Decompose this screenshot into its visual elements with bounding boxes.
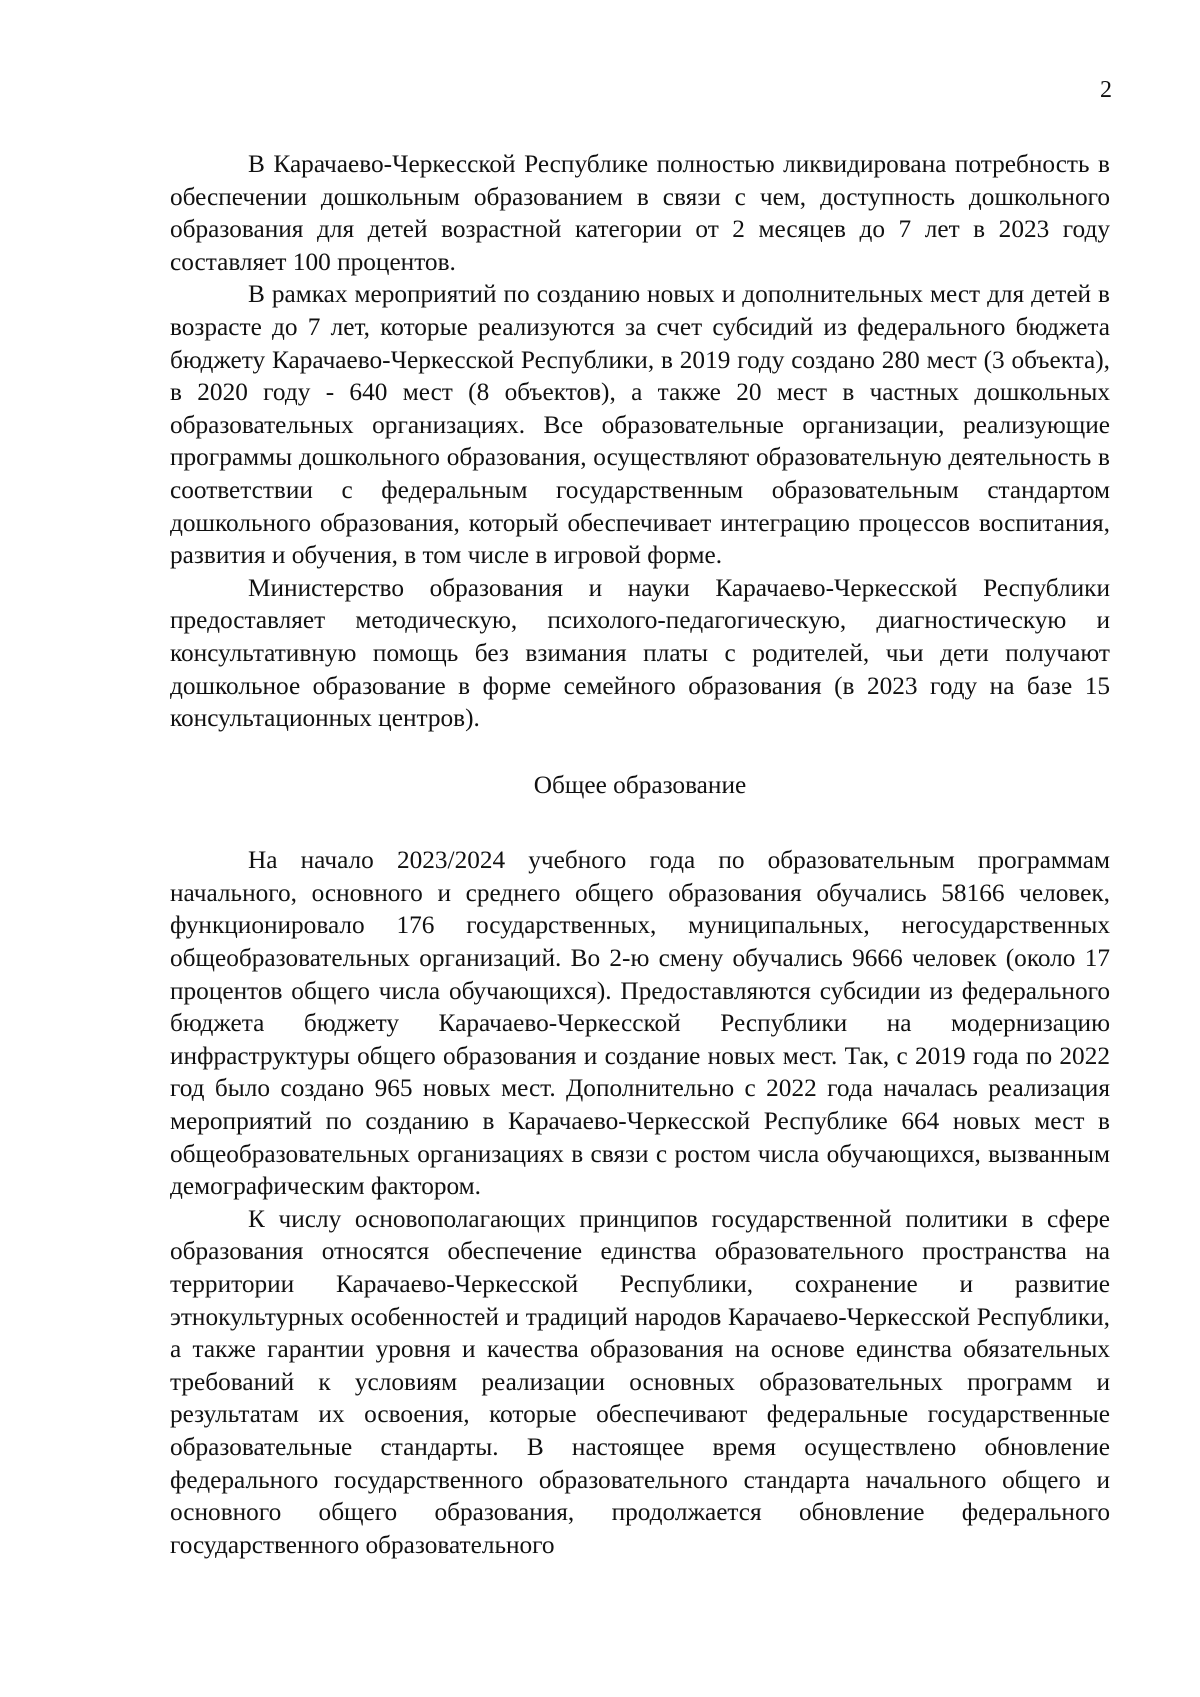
page-number: 2	[1100, 77, 1112, 103]
paragraph-state-policy-principles: К числу основополагающих принципов государственной политики в сфере образования относятся обеспечение единства образовательного пространства на территории Карачаево-Черкесской Республики, сохранение и развитие этнокультурных особенностей и традиций народов Карачаево-Черкесской Республики, а также гарантии уровня и качества образования на основе единства обязательных требований к условиям реализации основных образовательных программ и результатам их освоения, которые обеспечивают федеральные государственные образовательные стандарты. В настоящее время осуществлено обновление федерального государственного образовательного стандарта начального общего и основного общего образования, продолжается обновление федерального государственного образовательного	[170, 1204, 1110, 1559]
paragraph-new-places: В рамках мероприятий по созданию новых и дополнительных мест для детей в возрасте до 7 лет, которые реализуются за счет субсидий из федерального бюджета бюджету Карачаево-Черкесской Республики, в 2019 году создано 280 мест (3 объекта), в 2020 году - 640 мест (8 объектов), а также 20 мест в частных дошкольных образовательных организациях. Все образовательные организации, реализующие программы дошкольного образования, осуществляют образовательную деятельность в соответствии с федеральным государственным образовательным стандартом дошкольного образования, который обеспечивает интеграцию процессов воспитания, развития и обучения, в том числе в игровой форме.	[170, 280, 1110, 570]
paragraph-preschool-availability: В Карачаево-Черкесской Республике полностью ликвидирована потребность в обеспечении дошкольным образованием в связи с чем, доступность дошкольного образования для детей возрастной категории от 2 месяцев до 7 лет в 2023 году составляет 100 процентов.	[170, 150, 1110, 276]
document-body	[170, 148, 1110, 1561]
paragraph-general-education-stats: На начало 2023/2024 учебного года по образовательным программам начального, основного и среднего общего образования обучались 58166 человек, функционировало 176 государственных, муниципальных, негосударственных общеобразовательных организаций. Во 2-ю смену обучались 9666 человек (около 17 процентов общего числа обучающихся). Предоставляются субсидии из федерального бюджета бюджету Карачаево-Черкесской Республики на модернизацию инфраструктуры общего образования и создание новых мест. Так, с 2019 года по 2022 год было создано 965 новых мест. Дополнительно с 2022 года началась реализация мероприятий по созданию в Карачаево-Черкесской Республике 664 новых мест в общеобразовательных организациях в связи с ростом числа обучающихся, вызванным демографическим фактором.	[170, 846, 1110, 1201]
section-heading: Общее образование	[533, 770, 747, 799]
paragraph-ministry-support: Министерство образования и науки Карачаево-Черкесской Республики предоставляет методическую, психолого-педагогическую, диагностическую и консультативную помощь без взимания платы с родителей, чьи дети получают дошкольное образование в форме семейного образования (в 2023 году на базе 15 консультационных центров).	[170, 573, 1110, 733]
